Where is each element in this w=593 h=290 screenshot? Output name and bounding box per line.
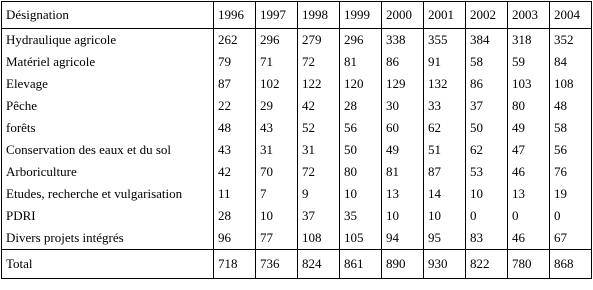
table-cell: 13 xyxy=(382,183,424,205)
table-row xyxy=(2,117,592,139)
table-cell: 56 xyxy=(340,117,382,139)
table-cell: 102 xyxy=(256,73,298,95)
table-cell: 103 xyxy=(508,73,550,95)
table-row xyxy=(2,139,592,161)
table-cell: 108 xyxy=(298,227,340,250)
table-cell: 296 xyxy=(256,29,298,52)
table-cell: 19 xyxy=(550,183,592,205)
table-cell: 60 xyxy=(382,117,424,139)
investment-table xyxy=(1,1,592,279)
row-label: Etudes, recherche et vulgarisation xyxy=(2,183,214,205)
header-year: 1997 xyxy=(256,2,298,29)
table-cell: 47 xyxy=(508,139,550,161)
row-label: Conservation des eaux et du sol xyxy=(2,139,214,161)
row-label: Matériel agricole xyxy=(2,51,214,73)
table-cell: 384 xyxy=(466,29,508,52)
table-cell: 80 xyxy=(340,161,382,183)
total-cell: 868 xyxy=(550,250,592,279)
table-cell: 37 xyxy=(298,205,340,227)
table-cell: 37 xyxy=(466,95,508,117)
table-cell: 129 xyxy=(382,73,424,95)
table-cell: 33 xyxy=(424,95,466,117)
table-cell: 31 xyxy=(298,139,340,161)
row-label: Pêche xyxy=(2,95,214,117)
table-cell: 122 xyxy=(298,73,340,95)
table-cell: 35 xyxy=(340,205,382,227)
table-cell: 28 xyxy=(340,95,382,117)
table-cell: 10 xyxy=(340,183,382,205)
table-cell: 48 xyxy=(550,95,592,117)
table-row xyxy=(2,95,592,117)
table-body xyxy=(2,29,592,250)
table-cell: 49 xyxy=(382,139,424,161)
table-cell: 43 xyxy=(256,117,298,139)
table-row xyxy=(2,205,592,227)
table-cell: 50 xyxy=(466,117,508,139)
table-cell: 81 xyxy=(340,51,382,73)
table-cell: 52 xyxy=(298,117,340,139)
row-label: Arboriculture xyxy=(2,161,214,183)
table-cell: 14 xyxy=(424,183,466,205)
table-cell: 296 xyxy=(340,29,382,52)
header-year: 2004 xyxy=(550,2,592,29)
table-cell: 0 xyxy=(466,205,508,227)
table-cell: 318 xyxy=(508,29,550,52)
table-cell: 29 xyxy=(256,95,298,117)
table-cell: 46 xyxy=(508,227,550,250)
table-cell: 120 xyxy=(340,73,382,95)
header-designation: Désignation xyxy=(2,2,214,29)
total-cell: 736 xyxy=(256,250,298,279)
table-cell: 76 xyxy=(550,161,592,183)
total-cell: 822 xyxy=(466,250,508,279)
table-cell: 70 xyxy=(256,161,298,183)
table-cell: 87 xyxy=(214,73,256,95)
total-cell: 718 xyxy=(214,250,256,279)
table-cell: 67 xyxy=(550,227,592,250)
table-cell: 10 xyxy=(256,205,298,227)
table-cell: 62 xyxy=(466,139,508,161)
table-cell: 87 xyxy=(424,161,466,183)
header-year: 1996 xyxy=(214,2,256,29)
table-row xyxy=(2,183,592,205)
table-cell: 30 xyxy=(382,95,424,117)
table-cell: 58 xyxy=(466,51,508,73)
table-cell: 10 xyxy=(382,205,424,227)
header-year: 1998 xyxy=(298,2,340,29)
table-cell: 0 xyxy=(508,205,550,227)
table-cell: 28 xyxy=(214,205,256,227)
table-cell: 42 xyxy=(214,161,256,183)
table-cell: 11 xyxy=(214,183,256,205)
table-row xyxy=(2,227,592,250)
table-cell: 58 xyxy=(550,117,592,139)
table-cell: 72 xyxy=(298,161,340,183)
table-cell: 105 xyxy=(340,227,382,250)
table-row xyxy=(2,29,592,52)
header-year: 2000 xyxy=(382,2,424,29)
table-cell: 79 xyxy=(214,51,256,73)
table-cell: 7 xyxy=(256,183,298,205)
table-cell: 10 xyxy=(424,205,466,227)
table-cell: 72 xyxy=(298,51,340,73)
total-label: Total xyxy=(2,250,214,279)
table-cell: 31 xyxy=(256,139,298,161)
total-cell: 890 xyxy=(382,250,424,279)
table-cell: 352 xyxy=(550,29,592,52)
table-cell: 53 xyxy=(466,161,508,183)
header-year: 1999 xyxy=(340,2,382,29)
table-cell: 279 xyxy=(298,29,340,52)
table-cell: 83 xyxy=(466,227,508,250)
table-cell: 86 xyxy=(382,51,424,73)
table-cell: 9 xyxy=(298,183,340,205)
table-cell: 71 xyxy=(256,51,298,73)
total-cell: 930 xyxy=(424,250,466,279)
table-cell: 86 xyxy=(466,73,508,95)
table-cell: 59 xyxy=(508,51,550,73)
table-cell: 22 xyxy=(214,95,256,117)
row-label: Divers projets intégrés xyxy=(2,227,214,250)
table-row xyxy=(2,161,592,183)
table-cell: 132 xyxy=(424,73,466,95)
table-cell: 355 xyxy=(424,29,466,52)
table-cell: 108 xyxy=(550,73,592,95)
table-cell: 56 xyxy=(550,139,592,161)
total-cell: 824 xyxy=(298,250,340,279)
row-label: Hydraulique agricole xyxy=(2,29,214,52)
table-cell: 84 xyxy=(550,51,592,73)
table-cell: 0 xyxy=(550,205,592,227)
table-cell: 13 xyxy=(508,183,550,205)
row-label: PDRI xyxy=(2,205,214,227)
table-cell: 96 xyxy=(214,227,256,250)
total-row xyxy=(2,250,592,279)
table-row xyxy=(2,73,592,95)
row-label: forêts xyxy=(2,117,214,139)
total-cell: 861 xyxy=(340,250,382,279)
row-label: Elevage xyxy=(2,73,214,95)
table-row xyxy=(2,51,592,73)
table-cell: 48 xyxy=(214,117,256,139)
table-cell: 95 xyxy=(424,227,466,250)
table-cell: 262 xyxy=(214,29,256,52)
table-cell: 10 xyxy=(466,183,508,205)
table-cell: 94 xyxy=(382,227,424,250)
total-cell: 780 xyxy=(508,250,550,279)
table-cell: 42 xyxy=(298,95,340,117)
table-cell: 80 xyxy=(508,95,550,117)
header-year: 2001 xyxy=(424,2,466,29)
table-cell: 46 xyxy=(508,161,550,183)
table-cell: 77 xyxy=(256,227,298,250)
table-cell: 49 xyxy=(508,117,550,139)
table-cell: 62 xyxy=(424,117,466,139)
table-cell: 51 xyxy=(424,139,466,161)
table-cell: 91 xyxy=(424,51,466,73)
header-year: 2003 xyxy=(508,2,550,29)
table-cell: 338 xyxy=(382,29,424,52)
table-cell: 50 xyxy=(340,139,382,161)
header-year: 2002 xyxy=(466,2,508,29)
table-cell: 43 xyxy=(214,139,256,161)
header-row xyxy=(2,2,592,29)
table-cell: 81 xyxy=(382,161,424,183)
